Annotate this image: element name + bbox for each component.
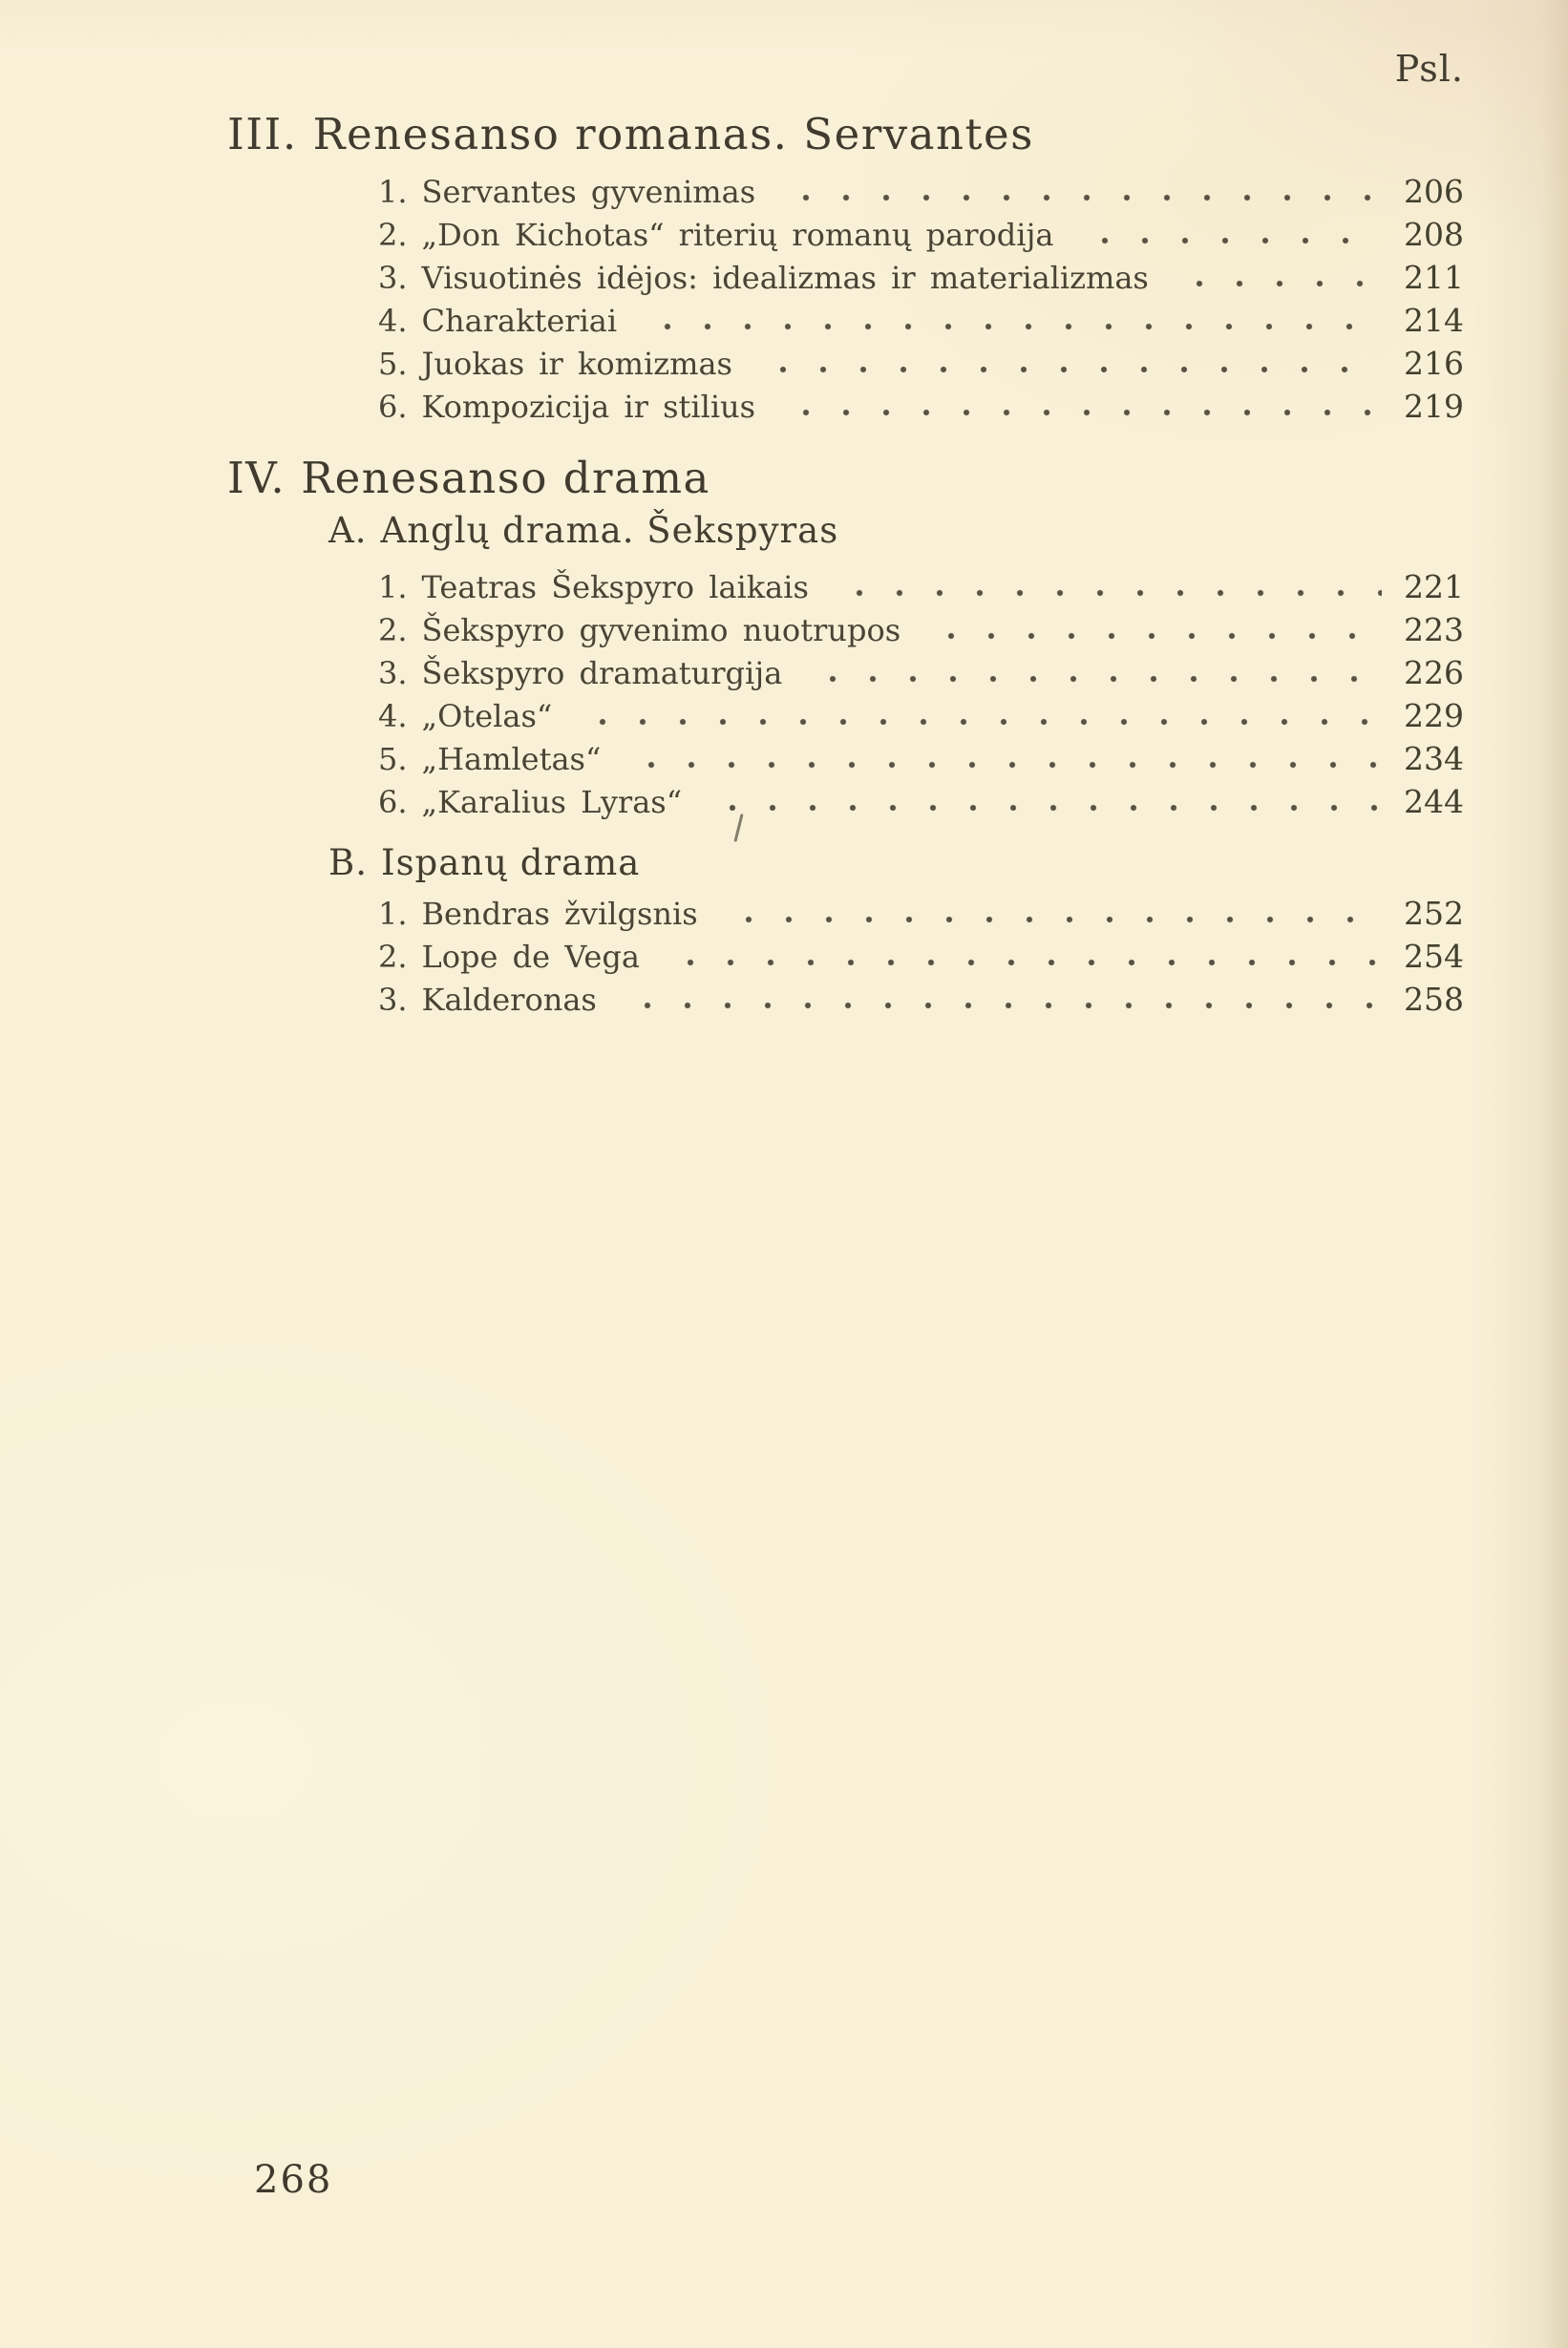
entry-number: 3.	[378, 655, 408, 691]
entry-number: 6.	[378, 784, 408, 820]
entry-number: 5.	[378, 346, 408, 382]
entry-page-number: 221	[1404, 568, 1464, 605]
toc-entry	[0, 299, 1568, 342]
entry-title: Bendras žvilgsnis	[421, 896, 698, 932]
entry-number: 2.	[378, 939, 408, 975]
section-numeral: III.	[227, 109, 298, 159]
dot-leader	[836, 586, 1382, 600]
subsection-heading-b	[0, 840, 1568, 886]
dot-leader	[644, 320, 1382, 333]
section-heading-iv	[0, 451, 1568, 506]
toc-entry	[0, 651, 1568, 694]
entry-page-number: 211	[1404, 259, 1464, 296]
subsection-b-entries	[0, 892, 1568, 1021]
section-iii-entries	[0, 170, 1568, 428]
entry-page-number: 223	[1404, 611, 1464, 648]
dot-leader	[927, 629, 1382, 643]
dot-leader	[782, 191, 1382, 204]
page-column-header: Psl.	[1394, 48, 1464, 90]
dot-leader	[624, 999, 1382, 1012]
entry-page-number: 226	[1404, 654, 1464, 691]
entry-page-number: 208	[1404, 216, 1464, 253]
toc-entry	[0, 978, 1568, 1021]
entry-page-number: 216	[1404, 345, 1464, 382]
entry-number: 2.	[378, 612, 408, 648]
entry-title: Šekspyro gyvenimo nuotrupos	[421, 612, 901, 648]
entry-title: Visuotinės idėjos: idealizmas ir materializmas	[421, 260, 1149, 296]
entry-title: Charakteriai	[421, 303, 618, 339]
entry-number: 5.	[378, 741, 408, 777]
subsection-a-entries	[0, 565, 1568, 823]
entry-title: Servantes gyvenimas	[421, 174, 756, 210]
entry-title: „Don Kichotas“ riterių romanų parodija	[421, 217, 1054, 253]
toc-entry	[0, 342, 1568, 385]
toc-entry	[0, 256, 1568, 299]
entry-page-number: 258	[1404, 981, 1464, 1018]
entry-number: 2.	[378, 217, 408, 253]
dot-leader	[809, 672, 1382, 686]
section-title: Renesanso drama	[301, 453, 710, 503]
table-of-contents	[0, 0, 1568, 1021]
dot-leader	[1176, 277, 1382, 290]
entry-page-number: 252	[1404, 895, 1464, 932]
toc-entry	[0, 935, 1568, 978]
toc-entry	[0, 565, 1568, 608]
entry-number: 1.	[378, 569, 408, 605]
subsection-letter: A.	[328, 510, 368, 551]
toc-entry	[0, 737, 1568, 780]
entry-number: 6.	[378, 389, 408, 425]
entry-title: „Hamletas“	[421, 741, 602, 777]
subsection-heading-a	[0, 508, 1568, 554]
entry-title: Juokas ir komizmas	[421, 346, 732, 382]
toc-entry	[0, 780, 1568, 823]
section-title: Renesanso romanas. Servantes	[312, 109, 1034, 159]
dot-leader	[709, 801, 1382, 814]
toc-entry	[0, 213, 1568, 256]
entry-title: „Karalius Lyras“	[421, 784, 683, 820]
toc-entry	[0, 170, 1568, 213]
entry-title: Kalderonas	[421, 982, 597, 1018]
section-heading-iii	[0, 107, 1568, 162]
entry-number: 4.	[378, 303, 408, 339]
dot-leader	[782, 406, 1382, 419]
entry-page-number: 254	[1404, 938, 1464, 975]
subsection-letter: B.	[328, 842, 368, 883]
toc-entry	[0, 892, 1568, 935]
entry-title: „Otelas“	[421, 698, 553, 734]
entry-page-number: 214	[1404, 302, 1464, 339]
entry-page-number: 244	[1404, 783, 1464, 820]
entry-number: 3.	[378, 982, 408, 1018]
dot-leader	[667, 956, 1382, 969]
entry-number: 3.	[378, 260, 408, 296]
entry-page-number: 229	[1404, 697, 1464, 734]
entry-title: Lope de Vega	[421, 939, 640, 975]
entry-number: 1.	[378, 174, 408, 210]
toc-entry	[0, 385, 1568, 428]
subsection-title: Anglų drama. Šekspyras	[380, 510, 839, 551]
toc-entry	[0, 608, 1568, 651]
dot-leader	[725, 913, 1382, 926]
entry-number: 4.	[378, 698, 408, 734]
toc-entry	[0, 694, 1568, 737]
entry-number: 1.	[378, 896, 408, 932]
section-numeral: IV.	[227, 453, 286, 503]
dot-leader	[579, 715, 1382, 729]
entry-page-number: 219	[1404, 388, 1464, 425]
entry-page-number: 234	[1404, 740, 1464, 777]
subsection-title: Ispanų drama	[380, 842, 641, 883]
entry-title: Šekspyro dramaturgija	[421, 655, 783, 691]
dot-leader	[759, 363, 1382, 376]
dot-leader	[627, 758, 1382, 772]
dot-leader	[1081, 234, 1383, 247]
entry-page-number: 206	[1404, 173, 1464, 210]
entry-title: Teatras Šekspyro laikais	[421, 569, 809, 605]
entry-title: Kompozicija ir stilius	[421, 389, 756, 425]
page-folio-number: 268	[254, 2158, 333, 2202]
